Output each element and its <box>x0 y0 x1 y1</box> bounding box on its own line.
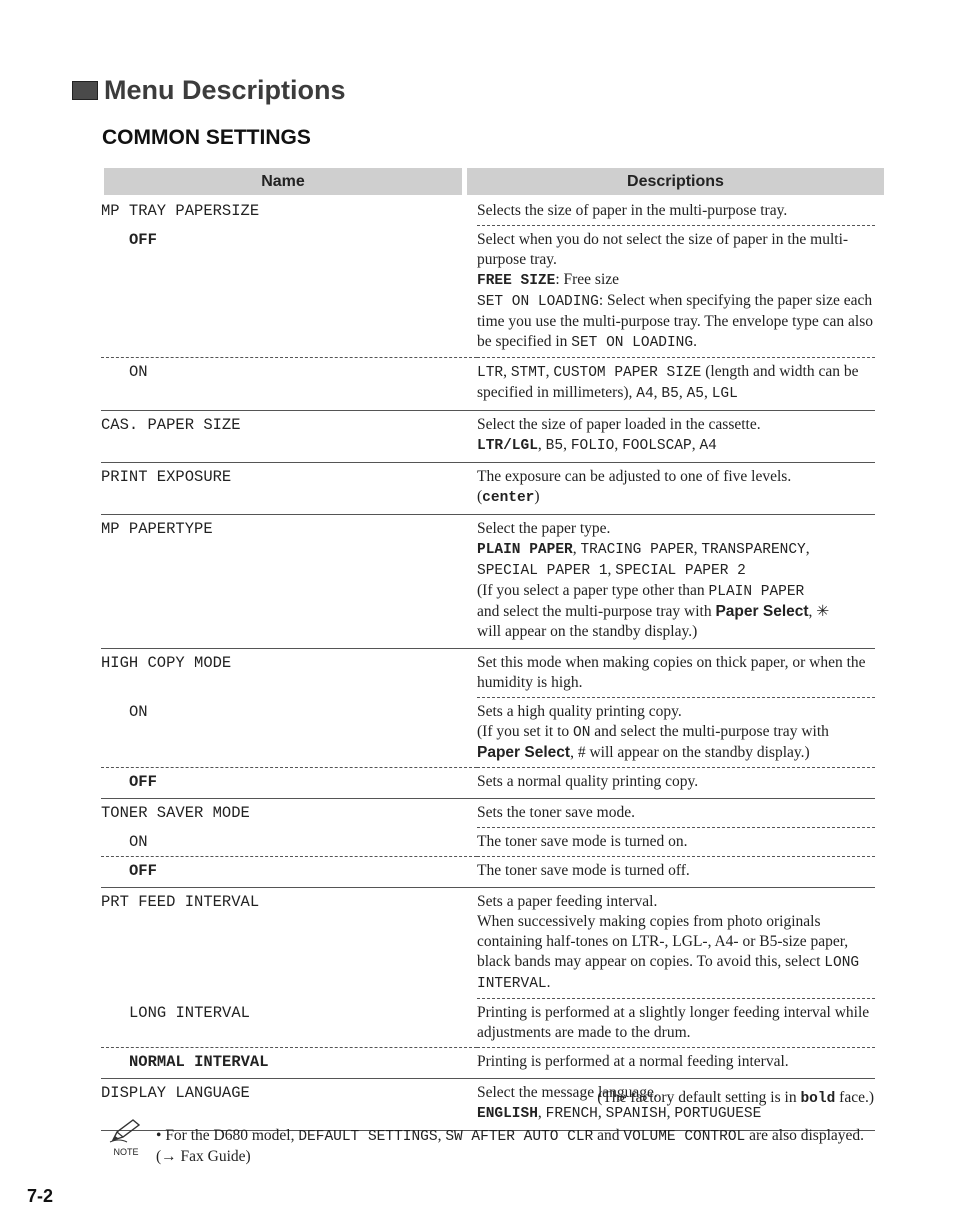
option-name: ON <box>101 358 477 411</box>
desc-text: : Free size <box>555 271 620 288</box>
header-descriptions: Descriptions <box>467 168 884 195</box>
desc-code: CUSTOM PAPER SIZE <box>553 365 702 381</box>
note-text <box>156 1126 876 1167</box>
table-row <box>101 411 875 463</box>
desc-text: (If you set it to <box>477 723 573 740</box>
desc-text: Select the size of paper loaded in the cassette. <box>477 416 761 433</box>
desc-code: center <box>482 490 535 506</box>
desc-text: Sets a high quality printing copy. <box>477 703 682 720</box>
option-desc: Printing is performed at a normal feeding interval. <box>477 1048 875 1079</box>
desc-code: TRANSPARENCY <box>701 542 806 558</box>
desc-text: (If you select a paper type other than <box>477 582 709 599</box>
desc-code: A4 <box>636 386 654 402</box>
bullet: • <box>156 1127 162 1144</box>
option-name: OFF <box>101 226 477 358</box>
setting-desc <box>477 888 875 999</box>
desc-code: ENGLISH <box>477 1106 538 1122</box>
desc-text: ( <box>477 488 483 505</box>
table-row <box>101 515 875 649</box>
option-name: ON <box>101 698 477 768</box>
header-name: Name <box>104 168 462 195</box>
desc-text: , <box>607 561 616 578</box>
desc-code: LONG INTERVAL <box>477 955 860 992</box>
desc-code: A5 <box>686 386 704 402</box>
note-code: VOLUME CONTROL <box>623 1129 746 1145</box>
option-name: LONG INTERVAL <box>101 999 477 1048</box>
table-row <box>101 698 875 768</box>
note-code: DEFAULT SETTINGS <box>298 1129 438 1145</box>
table-row <box>101 1048 875 1079</box>
desc-code: PLAIN PAPER <box>708 584 805 600</box>
option-name: NORMAL INTERVAL <box>101 1048 477 1079</box>
desc-text: . <box>693 333 697 350</box>
setting-name: MP PAPERTYPE <box>101 515 477 649</box>
desc-text: When successively making copies from photo originals containing half-tones on LTR-, LGL-, A4- or B5-size paper, black bands may appear on copies. To avoid this, select <box>477 913 849 970</box>
desc-text: , <box>693 540 702 557</box>
table-row <box>101 463 875 515</box>
desc-text: , <box>614 436 623 453</box>
asterisk-icon: ✳ <box>816 603 830 620</box>
setting-name: PRT FEED INTERVAL <box>101 893 260 911</box>
setting-name: HIGH COPY MODE <box>101 654 232 672</box>
desc-text: , <box>703 384 712 401</box>
desc-text: and select the multi-purpose tray with <box>477 603 716 620</box>
desc-text: : Select when specifying the paper size each time you use the multi-purpose tray. The envelope type can also be specified in <box>477 292 873 350</box>
desc-code: PLAIN PAPER <box>477 542 573 558</box>
desc-text: , <box>653 384 662 401</box>
note-text-part: For the D680 model, <box>161 1127 299 1144</box>
option-desc <box>477 698 875 768</box>
option-desc: Sets a normal quality printing copy. <box>477 768 875 799</box>
option-desc: The toner save mode is turned on. <box>477 828 875 857</box>
desc-text: Select the message language. <box>477 1084 658 1101</box>
desc-text: and select the multi-purpose tray with <box>590 723 829 740</box>
section-title: Menu Descriptions <box>104 74 346 105</box>
setting-desc: Set this mode when making copies on thick paper, or when the humidity is high. <box>477 649 875 698</box>
desc-code: SET ON LOADING <box>477 294 599 310</box>
desc-code: B5 <box>661 386 679 402</box>
desc-text: , <box>678 384 687 401</box>
desc-code: FRENCH <box>545 1106 598 1122</box>
setting-desc <box>477 411 875 463</box>
desc-code: FOOLSCAP <box>622 438 692 454</box>
option-desc <box>477 358 875 411</box>
table-row <box>101 768 875 799</box>
desc-text: , <box>666 1104 675 1121</box>
desc-code: SPANISH <box>605 1106 667 1122</box>
desc-text: (length and width can be specified in millimeters), <box>477 363 859 401</box>
desc-code: TRACING PAPER <box>580 542 694 558</box>
desc-code: FOLIO <box>570 438 615 454</box>
desc-code: SPECIAL PAPER 2 <box>615 563 746 579</box>
desc-text: , # will appear on the standby display.) <box>570 744 810 761</box>
desc-text: Select when you do not select the size of paper in the multi-purpose tray. <box>477 231 849 268</box>
note-code: SW AFTER AUTO CLR <box>445 1129 594 1145</box>
setting-name: TONER SAVER MODE <box>101 804 250 822</box>
desc-text: , <box>537 436 546 453</box>
note-text-part: , <box>437 1127 446 1144</box>
desc-code: B5 <box>545 438 564 454</box>
note-text-part: and <box>593 1127 624 1144</box>
desc-text: , <box>537 1104 546 1121</box>
setting-desc <box>477 515 875 649</box>
desc-text: Sets a paper feeding interval. <box>477 893 658 910</box>
desc-text: will appear on the standby display.) <box>477 623 698 640</box>
option-desc <box>477 226 875 358</box>
note-text: face.) <box>835 1089 874 1106</box>
table-row <box>101 358 875 411</box>
pencil-icon <box>109 1118 143 1144</box>
option-name: ON <box>101 828 477 857</box>
desc-text: . <box>546 974 551 991</box>
desc-text: , <box>503 363 511 380</box>
desc-code: A4 <box>699 438 717 454</box>
desc-code: LTR <box>477 365 504 381</box>
desc-text: , <box>572 540 581 557</box>
desc-code: LTR/LGL <box>477 438 538 454</box>
settings-table <box>101 197 875 1131</box>
desc-text: , <box>563 436 571 453</box>
table-row <box>101 197 875 226</box>
desc-code: FREE SIZE <box>477 273 556 289</box>
table-row <box>101 649 875 698</box>
desc-text: ) <box>534 488 540 505</box>
section-marker-icon <box>72 81 98 100</box>
option-name: OFF <box>101 768 477 799</box>
desc-code: ON <box>573 725 591 741</box>
note-text: (The factory default setting is in <box>597 1089 801 1106</box>
desc-text: , <box>545 363 554 380</box>
table-row <box>101 888 875 999</box>
desc-text: Select the paper type. <box>477 520 611 537</box>
desc-text: , <box>597 1104 606 1121</box>
desc-code: STMT <box>510 365 546 381</box>
setting-name: CAS. PAPER SIZE <box>101 411 477 463</box>
table-row <box>101 828 875 857</box>
option-desc: The toner save mode is turned off. <box>477 857 875 888</box>
note-text-part: are also displayed. (→ Fax Guide) <box>156 1127 865 1165</box>
desc-code: SPECIAL PAPER 1 <box>477 563 608 579</box>
desc-text: The exposure can be adjusted to one of five levels. <box>477 468 792 485</box>
table-row <box>101 799 875 828</box>
setting-name: PRINT EXPOSURE <box>101 463 477 515</box>
subsection-title: COMMON SETTINGS <box>102 126 311 149</box>
factory-default-note <box>597 1089 874 1107</box>
desc-key: Paper Select <box>715 603 809 620</box>
option-name: OFF <box>101 857 477 888</box>
note-label: NOTE <box>113 1147 139 1157</box>
desc-text: , <box>805 540 810 557</box>
table-row <box>101 857 875 888</box>
desc-key: Paper Select <box>477 744 571 761</box>
table-row <box>101 999 875 1048</box>
setting-desc <box>477 463 875 515</box>
setting-desc: Sets the toner save mode. <box>477 799 875 828</box>
note-code: bold <box>800 1091 836 1107</box>
desc-code: LGL <box>711 386 738 402</box>
desc-code: SET ON LOADING <box>571 335 694 351</box>
setting-name: MP TRAY PAPERSIZE <box>101 202 260 220</box>
option-desc: Printing is performed at a slightly longer feeding interval while adjustments are made to the drum. <box>477 999 875 1048</box>
desc-code: PORTUGUESE <box>674 1106 762 1122</box>
desc-text: , <box>691 436 700 453</box>
setting-desc: Selects the size of paper in the multi-purpose tray. <box>477 197 875 226</box>
table-row <box>101 226 875 358</box>
desc-text: , <box>808 603 817 620</box>
note-icon <box>108 1118 144 1157</box>
setting-name: DISPLAY LANGUAGE <box>101 1079 477 1131</box>
section-heading <box>72 72 346 108</box>
page-number: 7-2 <box>27 1186 54 1206</box>
